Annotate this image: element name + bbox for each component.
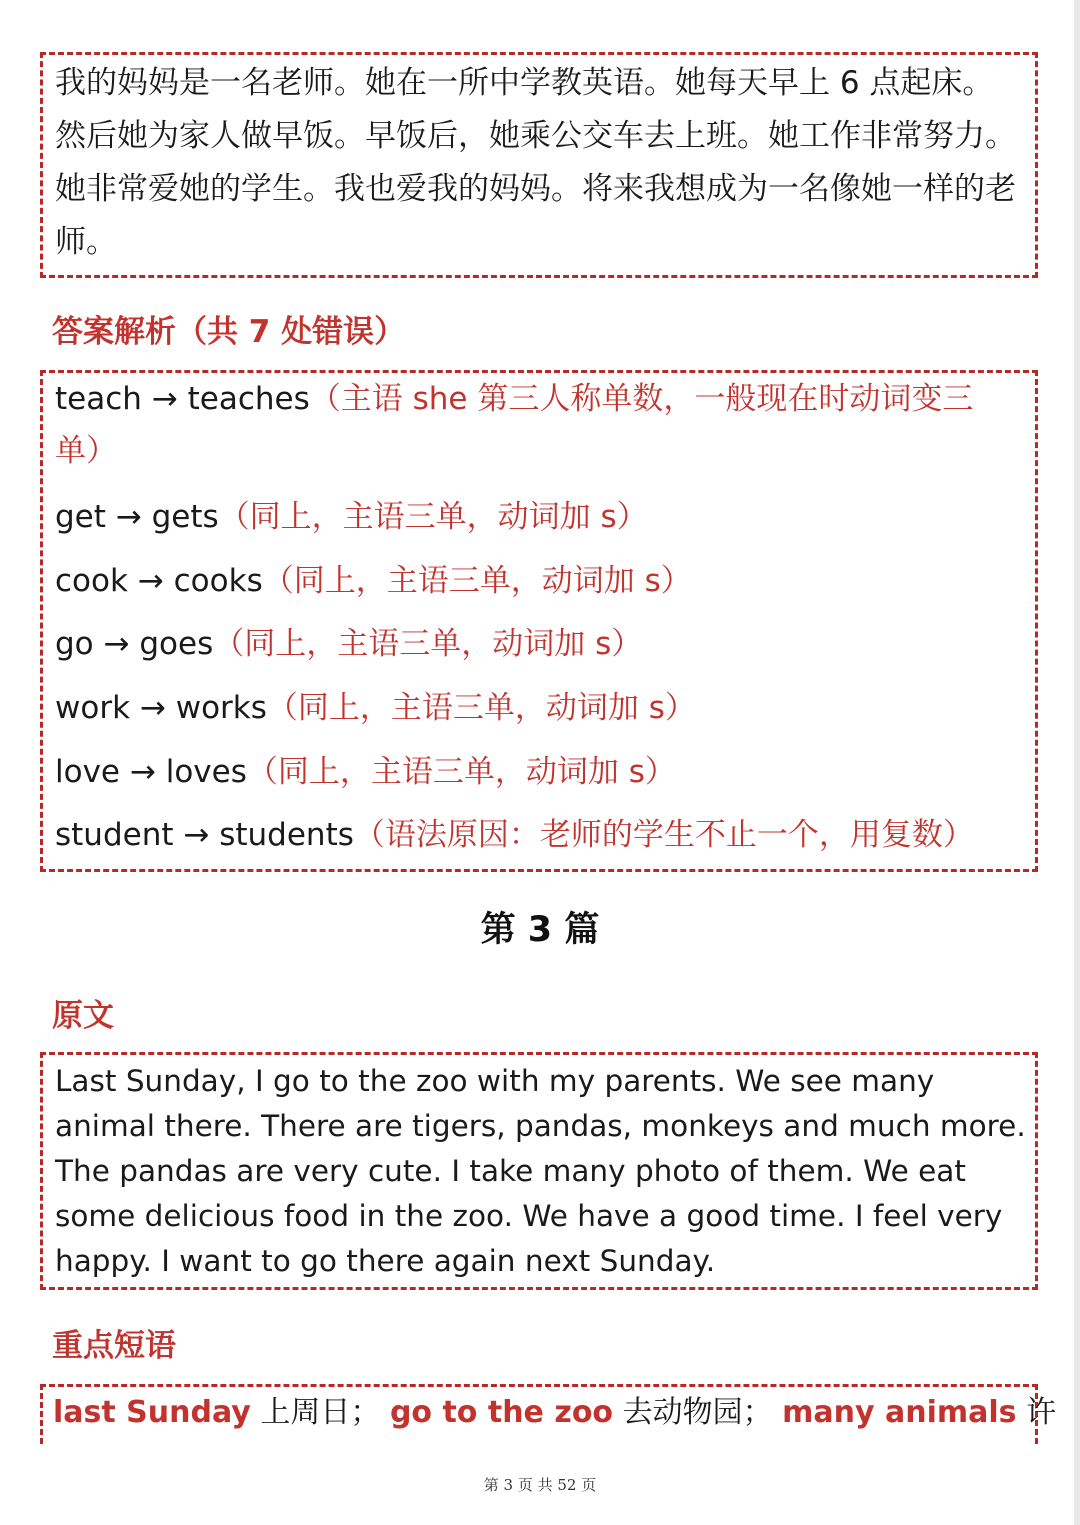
correction-note-cont: 单） <box>55 433 117 469</box>
original-text: Last Sunday, I go to the zoo with my parents. We see many animal there. There are tigers, pandas, monkeys and much more. The pandas are very cute. I take many photo of them. We eat some delicious food in the zoo. We have a good time. I feel very happy. I want to go there again next Sunday. <box>55 1064 1026 1278</box>
phrase-zh: 去动物园； <box>613 1395 773 1430</box>
translation-box <box>40 52 1038 278</box>
correction-original: work <box>55 690 131 726</box>
page-edge <box>1074 0 1080 1525</box>
phrases-line <box>53 1393 1056 1433</box>
correction-item <box>55 624 642 664</box>
correction-corrected: works <box>175 690 267 726</box>
correction-corrected: teaches <box>187 381 310 417</box>
correction-item <box>55 815 974 855</box>
phrase-en: many animals <box>782 1395 1017 1430</box>
correction-note: （同上，主语三单，动词加 s） <box>246 754 676 790</box>
phrases-box <box>40 1384 1057 1444</box>
correction-item <box>55 497 648 537</box>
correction-original: get <box>55 499 106 535</box>
correction-note: （语法原因：老师的学生不止一个，用复数） <box>353 817 974 853</box>
correction-item <box>55 561 692 601</box>
correction-original: love <box>55 754 120 790</box>
arrow-icon: → <box>139 690 166 726</box>
correction-note: （主语 she 第三人称单数，一般现在时动词变三 <box>309 381 974 417</box>
page-footer: 第 3 页 共 52 页 <box>483 1476 597 1494</box>
correction-note: （同上，主语三单，动词加 s） <box>218 499 648 535</box>
phrase-en: last Sunday <box>53 1395 251 1430</box>
correction-original: cook <box>55 563 128 599</box>
correction-item <box>55 688 696 728</box>
arrow-icon: → <box>137 563 164 599</box>
correction-corrected: cooks <box>173 563 263 599</box>
answer-heading: 答案解析（共 7 处错误） <box>52 314 406 350</box>
translation-text: 我的妈妈是一名老师。她在一所中学教英语。她每天早上 6 点起床。然后她为家人做早饭。早饭后，她乘公交车去上班。她工作非常努力。她非常爱她的学生。我也爱我的妈妈。将来我想成为一名像她一样的老师。 <box>55 65 1016 260</box>
phrase-zh: 上周日； <box>250 1395 381 1430</box>
correction-note: （同上，主语三单，动词加 s） <box>213 626 643 662</box>
arrow-icon: → <box>151 381 178 417</box>
correction-original: teach <box>55 381 142 417</box>
arrow-icon: → <box>183 817 210 853</box>
correction-corrected: gets <box>151 499 219 535</box>
correction-item <box>55 752 676 792</box>
arrow-icon: → <box>103 626 130 662</box>
correction-note: （同上，主语三单，动词加 s） <box>262 563 692 599</box>
correction-note: （同上，主语三单，动词加 s） <box>266 690 696 726</box>
correction-corrected: students <box>219 817 354 853</box>
correction-original: student <box>55 817 174 853</box>
corrections-box <box>40 370 1038 872</box>
arrow-icon: → <box>115 499 142 535</box>
original-heading: 原文 <box>52 998 114 1034</box>
correction-original: go <box>55 626 94 662</box>
phrase-en: go to the zoo <box>389 1395 614 1430</box>
arrow-icon: → <box>129 754 156 790</box>
correction-corrected: goes <box>139 626 214 662</box>
correction-item <box>55 379 973 419</box>
phrase-zh: 许 <box>1016 1395 1057 1430</box>
correction-corrected: loves <box>165 754 247 790</box>
section-title: 第 3 篇 <box>480 910 600 950</box>
original-text-box <box>40 1052 1038 1290</box>
phrases-heading: 重点短语 <box>52 1328 176 1364</box>
